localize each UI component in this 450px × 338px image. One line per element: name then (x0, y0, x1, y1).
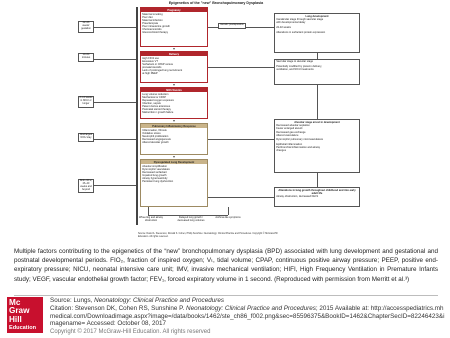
timeline-label-nicu: 8–14 weeks in NICU or longer (78, 96, 94, 108)
inflammatory-item: Neutrophil proliferation (142, 134, 169, 138)
connector (317, 173, 318, 187)
alveolar-item: Peribronchial inflammation and airway (276, 146, 321, 150)
timeline-label-minutes: 10–60 minutes (78, 53, 94, 62)
alveolar-item: Decreased alveolar septation (276, 124, 310, 128)
inflammatory-item: Decreased angiogenesis (142, 137, 171, 141)
pregnancy-item: Poor intrauterine growth (142, 24, 170, 28)
connector (208, 197, 274, 198)
mcgraw-hill-education-logo (7, 297, 43, 333)
inflammatory-response-header: Pulmonary Inflammatory Response (141, 124, 207, 128)
pregnancy-item: Glucocorticoid therapy (142, 31, 168, 35)
citation-suffix: ; 2015 Available at: http://accesspediatrics.mhmedical.com/Downloadimage.aspx?image=/data/books/1462/ste_ch86_f002.png&sec=85596375&BookID=1462&ChapterSecID=82246423&imagename= Accessed: October 08, 2017 (50, 305, 445, 328)
development-item: Decreased surfactant (142, 170, 167, 174)
copyright-notice: Copyright © 2017 McGraw-Hill Education. All rights reserved (50, 329, 211, 335)
citation-line (50, 305, 445, 328)
delivery-box (140, 51, 208, 83)
pregnancy-item: Chorioamnionitis (142, 28, 162, 32)
childhood-alterations-header: Alterations in lung growth throughout childhood and into early adult life (278, 188, 356, 195)
dysregulated-development-header: Dysregulated Lung Development (141, 160, 207, 164)
figure-caption: Multiple factors contributing to the epigenetics of the “new” bronchopulmonary dysplasia (BPD) associated with lung development and gestational and postnatal developmental periods. FIO₂, fraction of inspired oxygen; Vₜ, tidal volume; CPAP, continuous positive airway pressure; PEEP, positive end-expiratory pressure; NICU, neonatal intensive care unit; IMV, invasive mechanical ventilation; HIFI, High Frequency Ventilation in Premature Infants study; VEGF, vascular endothelial growth factor; FEV₁, forced expiratory volume in 1 second. (Reproduced with permission from Merritt et al.³) (14, 248, 438, 283)
connector (208, 27, 218, 28)
alveolar-item: Fewer enlarged alveoli (276, 127, 303, 131)
nicu-item: Patent ductus arteriosus (142, 104, 171, 108)
delivery-item: at high PEEP (142, 72, 158, 76)
lung-development-item: with developmental delay (276, 21, 306, 25)
alveolar-item: changes (276, 149, 286, 153)
divider (14, 295, 438, 296)
connector (94, 27, 136, 28)
down-arrow-icon (173, 48, 175, 50)
nicu-item: Infection, sepsis (142, 101, 161, 105)
delivery-item: Excessive VT (142, 59, 158, 63)
timeline-label-birth: Birth–36 w; 26–40 weeks and beyond (78, 179, 94, 193)
outcome-label: Delayed lung growth / decreased lung volumes (177, 216, 205, 222)
source-prefix: Source: Lungs, (50, 297, 95, 304)
pregnancy-header: Pregnancy (141, 8, 207, 12)
lung-development-box (274, 13, 360, 53)
outcome-label: Asthma-like symptoms (215, 216, 241, 219)
down-arrow-icon (173, 156, 175, 158)
alveolar-arrest-header: Alveolar stage arrest in development (294, 120, 340, 124)
pregnancy-item: Preeclampsia (142, 21, 158, 25)
outcome-label: Wheezing and airway obstruction (139, 216, 163, 222)
citation-prefix: Citation: Stevenson DK, Cohen RS, Sunshine P. (50, 305, 187, 312)
inflammatory-item: Altered alveolar growth (142, 140, 169, 144)
childhood-alterations-box (274, 187, 360, 207)
saccular-item: Potentially modified by preterm delivery, (276, 64, 322, 68)
logo-line: Graw (9, 306, 30, 316)
alveolar-arrest-box (274, 119, 360, 173)
connector (317, 53, 318, 59)
connector (208, 139, 274, 140)
saccular-item: Saccular stage to alveolar stage (276, 60, 314, 64)
connector (94, 139, 136, 140)
delivery-item: prenatal steroids (142, 65, 162, 69)
delivery-item: Lack of prolonged lung recruitment (142, 68, 183, 72)
logo-line: Mc (9, 297, 21, 307)
timeline-label-gestation: 22–26 weeks' gestation (78, 21, 94, 33)
dysregulated-development-box (140, 159, 208, 207)
development-item: Impaired lung growth (142, 173, 167, 177)
pregnancy-item: Maternal infection (142, 18, 163, 22)
down-arrow-icon (173, 120, 175, 122)
alveolar-item: Dysmorphic pulmonary microvasculature (276, 138, 324, 142)
connector (208, 67, 274, 68)
logo-line: Education (9, 325, 37, 332)
development-item: Alveolar simplification (142, 164, 168, 168)
genetic-predisposition-label: Genetic predisposition (218, 23, 246, 29)
delivery-item: High FIO2 use (142, 56, 159, 60)
logo-line: Hill (9, 314, 22, 324)
delivery-item: Surfactant or CPAP versus (142, 62, 173, 66)
lung-development-item: Alterations in surfactant protein expression (276, 30, 326, 34)
nicu-item: Postnatal steroid therapy (142, 108, 171, 112)
saccular-stage-box (274, 59, 360, 85)
nicu-item: Repeated oxygen exposure (142, 98, 174, 102)
alveolar-item: Decreased gas exchange (276, 130, 306, 134)
delivery-header: Delivery (141, 52, 207, 56)
development-item: Persistent lung dysfunction (142, 180, 174, 184)
nicu-events-header: NICU Events (141, 88, 207, 92)
connector (94, 59, 136, 60)
development-item: Airway hyperreactivity (142, 176, 168, 180)
lung-development-header: Lung development (305, 14, 329, 18)
connector (148, 207, 149, 215)
nicu-events-box (140, 87, 208, 119)
nicu-item: Lung volume reduction (142, 92, 169, 96)
connector (317, 85, 318, 119)
pregnancy-item: Maternal smoking (142, 12, 163, 16)
childhood-item: Airway obstruction, decreased FEV1 (276, 195, 319, 199)
connector (228, 207, 229, 215)
timeline-bar (136, 7, 138, 225)
pregnancy-box (140, 7, 208, 47)
lung-development-item: 22-32 weeks (276, 26, 291, 30)
development-item: Dysmorphic vasculature (142, 167, 170, 171)
nicu-item: Mechanical or CPAP (142, 95, 166, 99)
inflammatory-item: Inflammation, fibrosis (142, 128, 167, 132)
inflammatory-response-box (140, 123, 208, 155)
pregnancy-item: Poor diet (142, 15, 153, 19)
source-book: Neonatology: Clinical Practice and Procedures (94, 297, 224, 304)
figure-notes: Source: David A. Stevenson, Ronald S. Cohen, Philip Sunshine: Neonatology: Clinical Practice and Procedures. Copyright © McGraw-Hill Education. All rights reserved. (138, 233, 278, 238)
connector (94, 185, 136, 186)
citation-book: Neonatology: Clinical Practice and Procedures (186, 305, 316, 312)
connector (246, 27, 274, 28)
down-arrow-icon (173, 84, 175, 86)
connector (94, 102, 136, 103)
lung-development-item: Canalicular stage through saccular stage (276, 18, 324, 22)
nicu-item: Malnutrition / growth failure (142, 111, 174, 115)
source-line (50, 297, 224, 305)
bpd-diagram (78, 1, 372, 246)
timeline-label-discharge: Discharged NICU stay (78, 133, 94, 142)
inflammatory-item: Oxidative stress (142, 131, 161, 135)
alveolar-item: Epithelial inflammation (276, 143, 303, 147)
saccular-item: ventilation, and NICU treatments (276, 68, 314, 72)
alveolar-item: Altered vasculature (276, 133, 299, 137)
diagram-title: Epigenetics of the "new" Bronchopulmonary Dysplasia (168, 1, 264, 5)
